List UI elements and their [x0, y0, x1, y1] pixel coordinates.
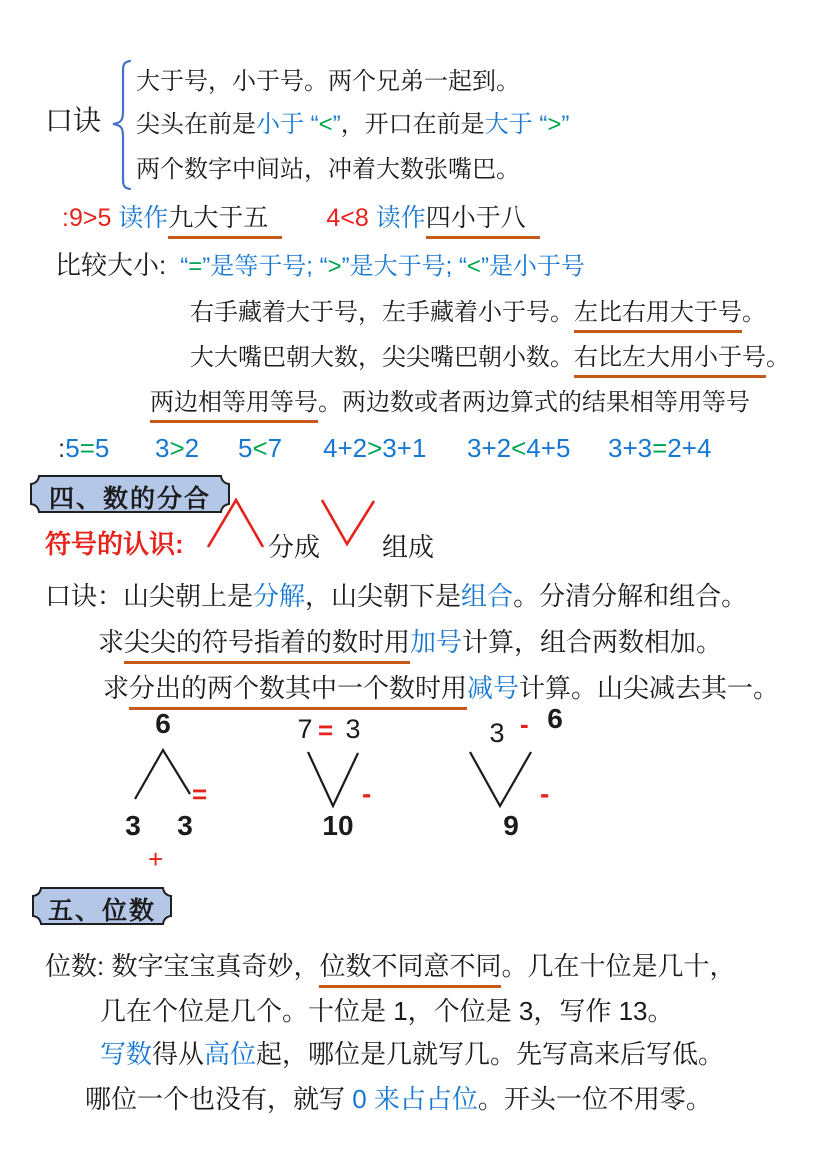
text-segment: ”是大于号; “ [341, 253, 467, 280]
underlined-text: 分出的两个数其中一个数时用 [129, 672, 467, 710]
text-segment: 计算。山尖减去其一。 [519, 673, 780, 703]
text-segment: 小于 [256, 111, 304, 138]
read-as-label: 读作 [111, 204, 169, 232]
underlined-text: 尖尖的符号指着的数时用 [124, 626, 410, 664]
number: 3 [155, 433, 170, 463]
section-5-banner [32, 887, 172, 925]
text-segment: 口诀：山尖朝上是 [45, 581, 254, 611]
read-as-label: 读作 [368, 204, 426, 232]
weishu-line-3 [100, 1038, 724, 1071]
number: 2 [184, 433, 200, 463]
diagram2-top-right-number: 3 [345, 714, 361, 744]
number: 5 [238, 433, 253, 463]
diagram3-top-right-number: 6 [547, 703, 563, 734]
diagram3-bottom-number: 9 [503, 810, 519, 841]
expression: 3+3 [608, 433, 653, 463]
brace-line-1: 大于号，小于号。两个兄弟一起到。 [136, 68, 520, 95]
less-than-symbol: < [466, 253, 481, 280]
diagram3-top-left-number: 3 [489, 718, 505, 748]
diagram2-top-op: = [318, 715, 334, 745]
example-item [155, 432, 199, 465]
underlined-text: 两边相等用等号 [150, 388, 318, 423]
combine-label: 组成 [382, 532, 435, 562]
operator: < [252, 433, 268, 463]
text-segment: 起，哪位是几就写几。先写高来后写低。 [256, 1039, 725, 1069]
text-segment: 位数: 数字宝宝真奇妙， [45, 951, 320, 981]
text-segment: 。两边数或者两边算式的结果相等用等号 [318, 389, 750, 416]
operator: < [511, 433, 527, 463]
brace-line-3: 两个数字中间站，冲着大数张嘴巴。 [136, 156, 520, 183]
example-item [238, 432, 282, 465]
text-segment: 大大嘴巴朝大数，尖尖嘴巴朝小数。 [190, 344, 574, 371]
equals-symbol: = [188, 253, 203, 280]
text-segment: 。分清分解和组合。 [513, 581, 748, 611]
split-label: 分成 [268, 532, 321, 562]
text-segment: 大于 [484, 111, 533, 138]
text-segment: 尖头在前是 [136, 111, 256, 138]
diagram2-bottom-number: 10 [322, 810, 354, 841]
diagram3-vee-shape [466, 748, 536, 810]
operator: > [169, 433, 185, 463]
koujue-line-1 [45, 580, 747, 613]
text-segment: 减号 [467, 673, 520, 703]
underlined-text: 右比左大用小于号 [574, 343, 766, 378]
text-segment: 组合 [461, 581, 514, 611]
greater-than-symbol: > [327, 253, 342, 280]
combine-vee-icon [318, 498, 378, 548]
expression: 3+1 [382, 433, 427, 463]
diagram2-top-left-number: 7 [297, 714, 313, 744]
weishu-line-2: 几在个位是几个。十位是 1，个位是 3，写作 13。 [100, 996, 674, 1026]
weishu-line-1 [45, 950, 735, 988]
text-segment: 0 来占占位 [352, 1084, 478, 1114]
text-segment: 求 [103, 673, 130, 703]
diagram1-caret-shape [132, 746, 194, 804]
expression: 2+4 [667, 433, 712, 463]
example-item [467, 432, 570, 465]
colon-prefix: : [58, 433, 66, 463]
split-caret-icon [205, 496, 267, 551]
text-segment: ”是等于号; “ [202, 253, 328, 280]
underlined-text: 位数不同意不同 [319, 950, 501, 988]
quote-mark: ” [332, 111, 341, 138]
text-segment: 哪位一个也没有，就写 [85, 1084, 353, 1114]
text-segment: 得从 [152, 1039, 205, 1069]
quote-mark: “ [180, 253, 189, 280]
expression: 4+5 [526, 433, 571, 463]
text-segment: 。几在十位是几十， [501, 951, 736, 981]
compare-label: 比较大小: [55, 250, 167, 280]
quote-mark: “ [304, 111, 319, 138]
text-segment: ，开口在前是 [340, 111, 485, 138]
reading-text: 九大于五 [168, 203, 282, 239]
diagram3-top-op: - [520, 709, 529, 739]
diagram2-vee-shape [304, 748, 362, 810]
rule-line-2 [190, 343, 790, 378]
number: 5 [94, 433, 110, 463]
text-segment: 加号 [410, 627, 463, 657]
compare-line [55, 249, 585, 282]
expression: :9>5 [62, 204, 112, 232]
text-segment: ”是小于号 [480, 253, 585, 280]
greater-than-symbol: > [547, 111, 562, 138]
operator: > [367, 433, 383, 463]
brace-line-2 [136, 110, 569, 140]
reading-line [62, 203, 540, 239]
koujue-line-2 [98, 626, 722, 664]
diagram1-right-number: 3 [177, 810, 193, 841]
example-item [608, 432, 711, 465]
diagram1-equals-op: = [192, 779, 208, 809]
text-segment: 计算，组合两数相加。 [462, 627, 723, 657]
weishu-line-4 [85, 1083, 712, 1116]
diagram2-minus-op: - [362, 778, 372, 809]
underlined-text: 左比右用大于号 [574, 298, 742, 333]
brace-label: 口诀 [45, 105, 102, 136]
number: 7 [267, 433, 283, 463]
left-brace-icon [112, 60, 134, 190]
diagram1-plus-op: + [148, 844, 164, 874]
example-item [58, 432, 109, 465]
operator: = [79, 433, 95, 463]
text-segment: 求 [98, 627, 125, 657]
rule-line-3 [150, 388, 750, 423]
text-segment: 右手藏着大于号，左手藏着小于号。 [190, 299, 574, 326]
text-segment: 。 [766, 344, 790, 371]
symbols-intro-label: 符号的认识: [45, 529, 184, 559]
text-segment: 。 [742, 299, 766, 326]
expression: 3+2 [467, 433, 512, 463]
diagram1-top-number: 6 [155, 708, 171, 739]
example-item [323, 432, 426, 465]
koujue-line-3 [103, 672, 779, 710]
section-4-banner [30, 475, 230, 513]
diagram1-left-number: 3 [125, 810, 141, 841]
text-segment: 高位 [204, 1039, 257, 1069]
diagram3-minus-op: - [540, 778, 550, 809]
operator: = [652, 433, 668, 463]
rule-line-1 [190, 298, 766, 333]
less-than-symbol: < [318, 111, 333, 138]
section-4-title: 四、数的分合 [48, 485, 211, 513]
expression: 4+2 [323, 433, 368, 463]
quote-mark: ” [561, 111, 570, 138]
number: 5 [65, 433, 80, 463]
reading-text: 四小于八 [426, 203, 540, 239]
text-segment: ，山尖朝下是 [305, 581, 462, 611]
section-5-title: 五、位数 [47, 897, 156, 925]
text-segment: 。开头一位不用零。 [477, 1084, 712, 1114]
text-segment: 分解 [253, 581, 306, 611]
expression: 4<8 [326, 204, 369, 232]
quote-mark: “ [532, 111, 548, 138]
text-segment: 写数 [100, 1039, 153, 1069]
